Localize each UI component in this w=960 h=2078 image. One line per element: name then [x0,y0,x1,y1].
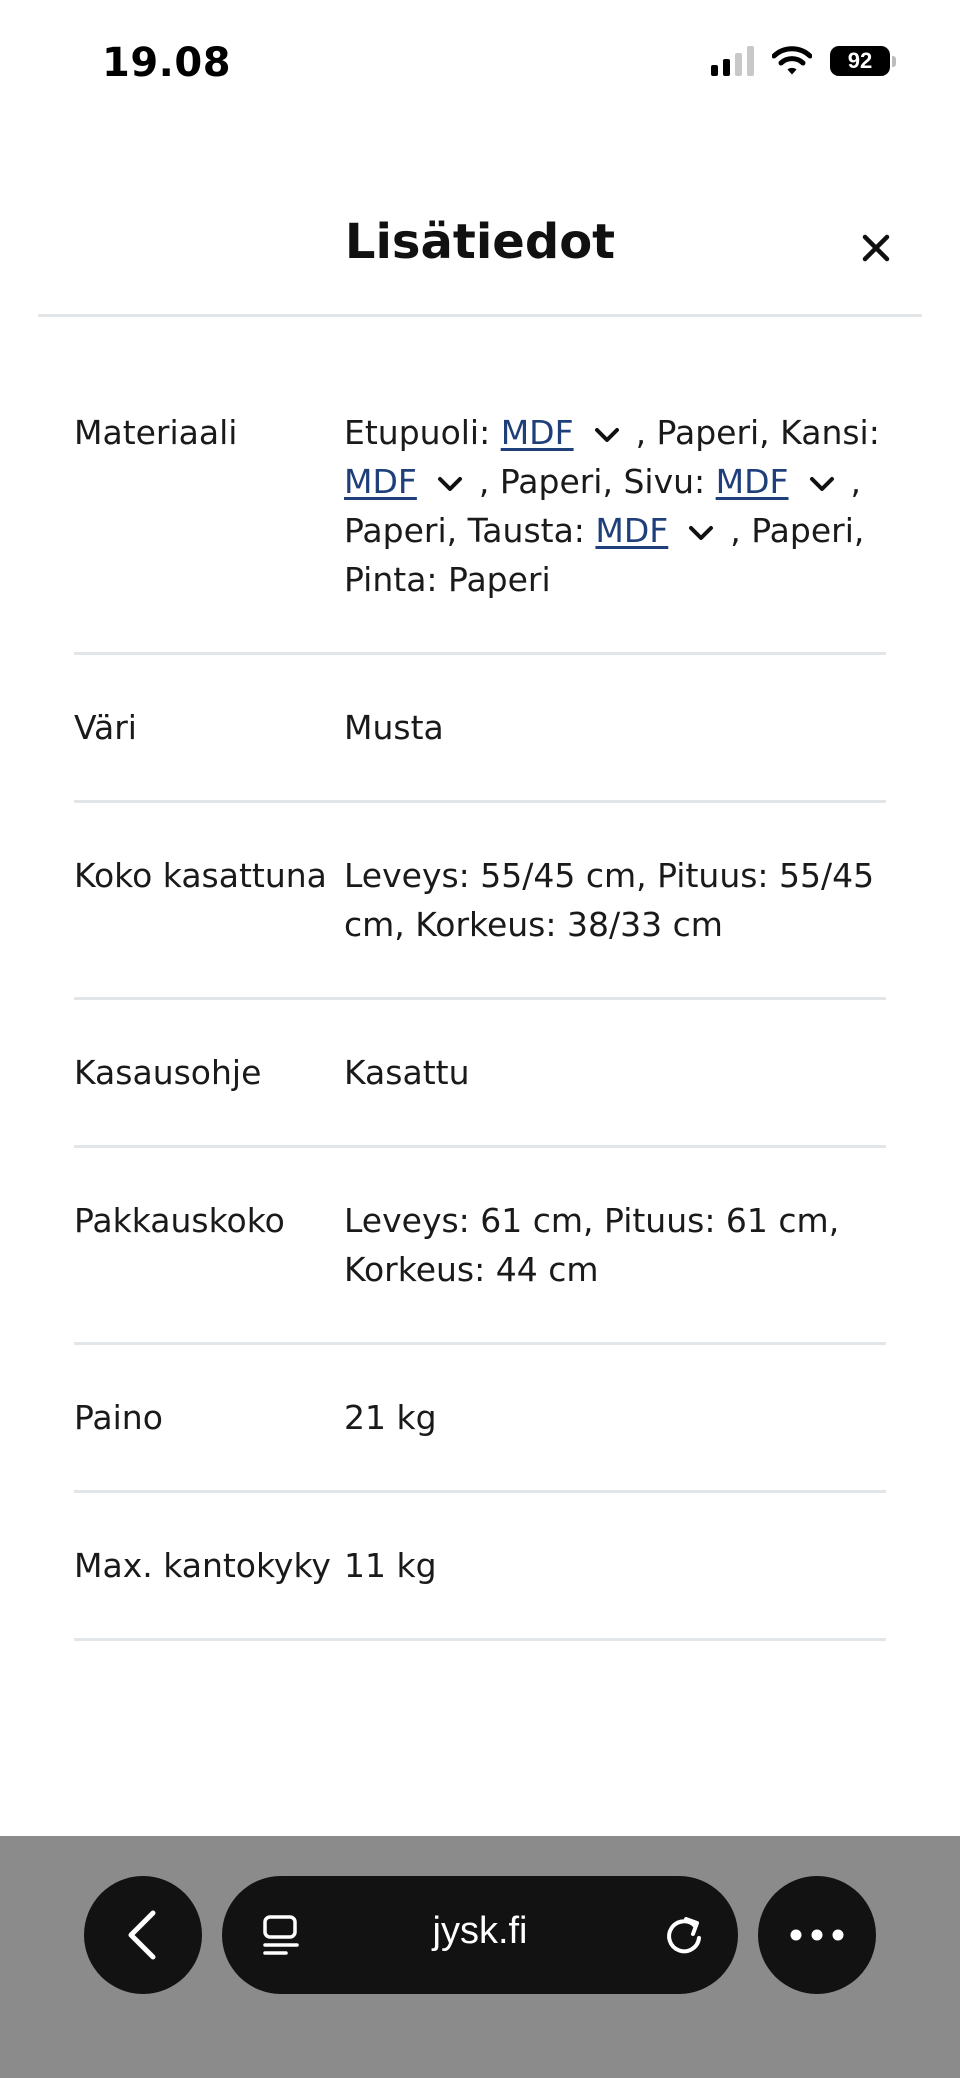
material-part-label: Tausta: [467,511,596,550]
detail-value: Leveys: 61 cm, Pituus: 61 cm, Korkeus: 44 cm [344,1201,840,1289]
material-link-mdf[interactable]: MDF [344,462,417,501]
more-button[interactable] [758,1876,876,1994]
detail-row-assembled-size [74,803,886,1000]
detail-row-color [74,655,886,803]
detail-row-assembly [74,1000,886,1148]
chevron-down-icon[interactable] [686,523,716,543]
battery-icon [830,46,896,76]
material-link-mdf[interactable]: MDF [595,511,669,550]
status-time: 19.08 [102,40,232,86]
close-icon [861,233,891,263]
browser-toolbar [0,1836,960,2078]
material-part-text: , Paperi, [635,413,781,452]
status-bar [0,0,960,130]
back-button[interactable] [84,1876,202,1994]
detail-value: Leveys: 55/45 cm, Pituus: 55/45 cm, Korkeus: 38/33 cm [344,856,875,944]
page-title: Lisätiedot [344,214,616,270]
detail-value: Kasattu [344,1053,470,1092]
url-text: jysk.fi [432,1910,528,1952]
detail-row-package-size [74,1148,886,1345]
material-part-text: , Paperi, [344,462,862,550]
close-button[interactable] [856,228,896,268]
detail-value: 21 kg [344,1398,437,1437]
detail-label: Koko kasattuna [74,856,327,895]
material-part-label: Kansi: [780,413,880,452]
material-part-text: Pinta: Paperi [344,560,551,599]
modal-header [38,200,922,317]
material-part-text: , Paperi, [730,511,865,550]
material-part-label: Sivu: [623,462,716,501]
more-icon [789,1928,845,1942]
details-list [74,360,886,1641]
status-icons [711,46,896,76]
battery-level: 92 [830,46,890,76]
detail-label: Materiaali [74,413,238,452]
detail-row-material [74,360,886,655]
material-link-mdf[interactable]: MDF [500,413,574,452]
detail-label: Max. kantokyky [74,1546,331,1585]
material-link-mdf[interactable]: MDF [715,462,789,501]
chevron-down-icon[interactable] [592,425,622,445]
detail-value [344,408,886,604]
reload-icon[interactable] [662,1912,706,1958]
material-part-label: Etupuoli: [344,413,501,452]
detail-value: Musta [344,708,444,747]
detail-row-weight [74,1345,886,1493]
detail-label: Pakkauskoko [74,1201,285,1240]
chevron-down-icon[interactable] [435,474,465,494]
wifi-icon [772,46,812,76]
detail-label: Väri [74,708,137,747]
signal-icon [711,46,754,76]
detail-row-max-load [74,1493,886,1641]
detail-label: Kasausohje [74,1053,262,1092]
address-bar[interactable] [222,1876,738,1994]
back-arrow-icon [123,1909,163,1961]
material-part-text: , Paperi, [478,462,624,501]
detail-label: Paino [74,1398,163,1437]
detail-value: 11 kg [344,1546,437,1585]
chevron-down-icon[interactable] [807,474,837,494]
